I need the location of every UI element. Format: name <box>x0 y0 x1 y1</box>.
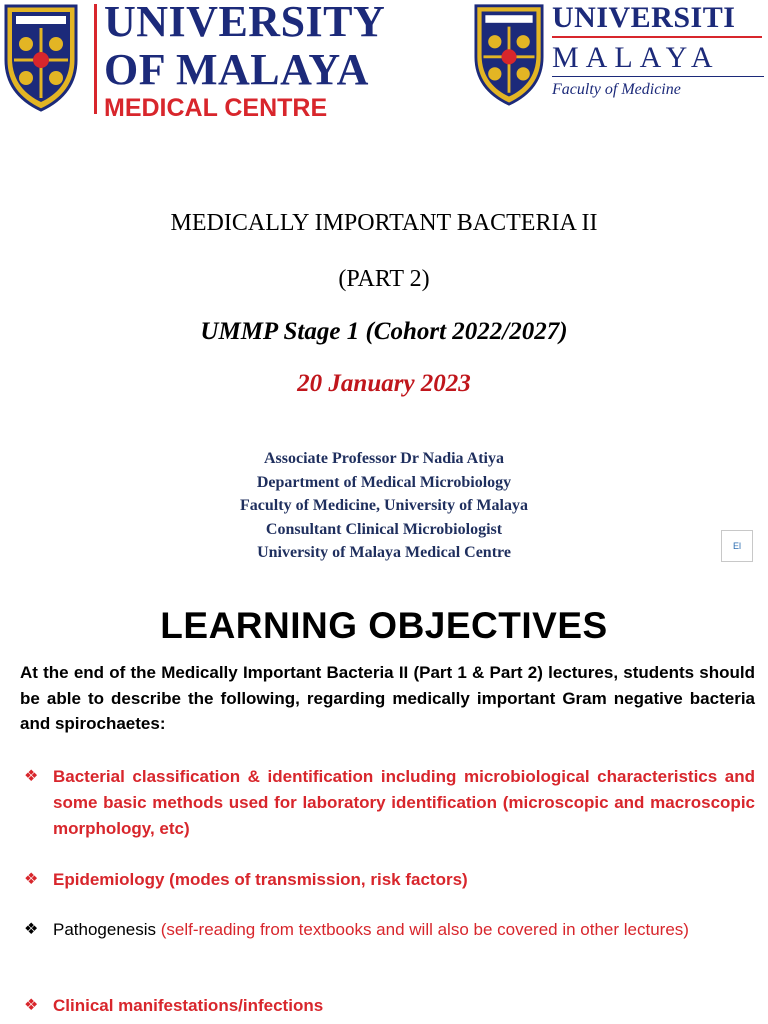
right-logo-text <box>552 2 764 99</box>
author-block <box>0 447 768 565</box>
author-organization: University of Malaya Medical Centre <box>257 544 511 561</box>
objective-item-lead: Pathogenesis <box>53 920 161 939</box>
lecture-date: 20 January 2023 <box>297 370 471 397</box>
right-logo-red-rule <box>552 36 762 38</box>
objective-item: Bacterial classification & identification including microbiological characteristics and some basic methods used for laboratory identification (microscopic and macroscopic morphology, etc) <box>53 767 755 838</box>
right-logo-name-line1: UNIVERSITI <box>552 1 736 34</box>
right-crest-logo <box>472 2 546 111</box>
left-logo-subtitle: MEDICAL CENTRE <box>104 94 328 122</box>
diamond-bullet-icon: ❖ <box>24 921 39 938</box>
objective-item <box>53 917 755 943</box>
left-logo-text <box>104 0 385 122</box>
diamond-bullet-icon: ❖ <box>24 997 39 1014</box>
left-logo-name-line1: UNIVERSITY <box>104 0 386 46</box>
lecture-part: (PART 2) <box>338 266 430 292</box>
left-logo-name-line2: OF MALAYA <box>104 45 369 94</box>
lecture-title: MEDICALLY IMPORTANT BACTERIA II <box>170 210 598 236</box>
diamond-bullet-icon: ❖ <box>24 871 39 888</box>
left-logo-divider <box>94 4 97 114</box>
objectives-heading: LEARNING OBJECTIVES <box>160 605 608 646</box>
author-faculty: Faculty of Medicine, University of Malaya <box>240 497 528 514</box>
objective-item: Epidemiology (modes of transmission, risk factors) <box>53 870 468 889</box>
author-department: Department of Medical Microbiology <box>256 473 512 491</box>
crest-shield-icon <box>472 2 546 106</box>
objectives-intro: At the end of the Medically Important Bacteria II (Part 1 & Part 2) lectures, students should be able to describe the following, regarding medically important Gram negative bacteria and spirochaetes: <box>20 663 755 733</box>
crest-shield-icon <box>2 2 80 112</box>
embedded-object-button[interactable]: El <box>721 530 753 562</box>
right-logo-name-line2: MALAYA <box>552 41 720 74</box>
right-logo-faculty: Faculty of Medicine <box>552 81 681 98</box>
left-crest-logo <box>2 2 80 117</box>
right-logo-blue-rule <box>552 76 764 77</box>
objective-item: Clinical manifestations/infections <box>53 996 324 1015</box>
diamond-bullet-icon: ❖ <box>24 768 39 785</box>
author-name: Associate Professor Dr Nadia Atiya <box>264 450 504 467</box>
cohort-line: UMMP Stage 1 (Cohort 2022/2027) <box>200 318 568 345</box>
author-role: Consultant Clinical Microbiologist <box>265 520 503 538</box>
objective-item-note: (self-reading from textbooks and will also be covered in other lectures) <box>160 920 689 939</box>
